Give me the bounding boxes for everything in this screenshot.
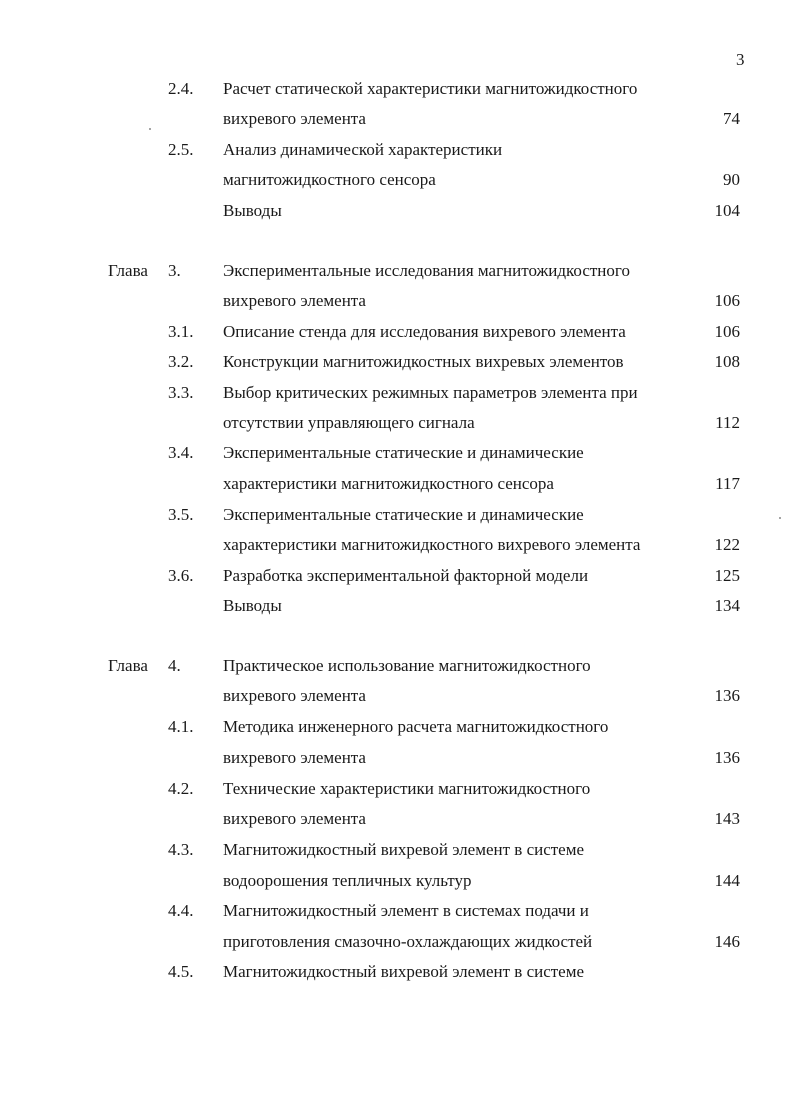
section-title: водоорошения тепличных культур bbox=[223, 871, 472, 890]
chapter-label: Глава bbox=[108, 656, 148, 675]
section-number: 3.6. bbox=[168, 566, 194, 585]
section-number: 3.2. bbox=[168, 352, 194, 371]
page-reference: 134 bbox=[714, 596, 740, 615]
section-number: 4. bbox=[168, 656, 181, 675]
page-reference: 108 bbox=[714, 352, 740, 371]
page-reference: 144 bbox=[714, 871, 740, 890]
section-title: Технические характеристики магнитожидкостного bbox=[223, 779, 591, 798]
section-number: 2.5. bbox=[168, 140, 194, 159]
page-reference: 106 bbox=[714, 322, 740, 341]
section-title: Описание стенда для исследования вихревого элемента bbox=[223, 322, 626, 341]
section-title: Расчет статической характеристики магнитожидкостного bbox=[223, 79, 638, 98]
section-title: Выводы bbox=[223, 201, 282, 220]
section-title: Анализ динамической характеристики bbox=[223, 140, 503, 159]
section-title: вихревого элемента bbox=[223, 291, 366, 310]
section-title: Методика инженерного расчета магнитожидкостного bbox=[223, 717, 609, 736]
section-title: Конструкции магнитожидкостных вихревых элементов bbox=[223, 352, 624, 371]
page-reference: 122 bbox=[714, 535, 740, 554]
section-title: магнитожидкостного сенсора bbox=[223, 170, 436, 189]
page-reference: 74 bbox=[723, 109, 740, 128]
section-number: 4.3. bbox=[168, 840, 194, 859]
page-reference: 136 bbox=[714, 686, 740, 705]
section-title: Экспериментальные статические и динамические bbox=[223, 443, 584, 462]
section-title: характеристики магнитожидкостного вихревого элемента bbox=[223, 535, 641, 554]
section-title: вихревого элемента bbox=[223, 686, 366, 705]
section-number: 3.4. bbox=[168, 443, 194, 462]
page-number: 3 bbox=[736, 50, 745, 69]
page-reference: 117 bbox=[715, 474, 740, 493]
page-reference: 146 bbox=[714, 932, 740, 951]
page-reference: 90 bbox=[723, 170, 740, 189]
section-number: 4.2. bbox=[168, 779, 194, 798]
page-reference: 143 bbox=[714, 809, 740, 828]
section-title: характеристики магнитожидкостного сенсора bbox=[223, 474, 554, 493]
section-title: Магнитожидкостный вихревой элемент в системе bbox=[223, 840, 585, 859]
page-reference: 125 bbox=[714, 566, 740, 585]
section-number: 3.1. bbox=[168, 322, 194, 341]
section-number: 3. bbox=[168, 261, 181, 280]
section-number: 4.4. bbox=[168, 901, 194, 920]
page-reference: 136 bbox=[714, 748, 740, 767]
section-number: 3.3. bbox=[168, 383, 194, 402]
section-title: Практическое использование магнитожидкостного bbox=[223, 656, 591, 675]
section-title: Экспериментальные статические и динамические bbox=[223, 505, 584, 524]
page-reference: 112 bbox=[715, 413, 740, 432]
page-reference: 106 bbox=[714, 291, 740, 310]
section-title: Выбор критических режимных параметров элемента при bbox=[223, 383, 638, 402]
section-title: Разработка экспериментальной факторной модели bbox=[223, 566, 589, 585]
section-title: Магнитожидкостный вихревой элемент в системе bbox=[223, 962, 585, 981]
scan-speck bbox=[779, 517, 781, 519]
section-number: 2.4. bbox=[168, 79, 194, 98]
chapter-label: Глава bbox=[108, 261, 148, 280]
section-number: 3.5. bbox=[168, 505, 194, 524]
section-title: вихревого элемента bbox=[223, 109, 366, 128]
section-number: 4.1. bbox=[168, 717, 194, 736]
scan-speck bbox=[149, 128, 151, 130]
section-title: Выводы bbox=[223, 596, 282, 615]
section-title: вихревого элемента bbox=[223, 748, 366, 767]
page-reference: 104 bbox=[714, 201, 740, 220]
section-title: Магнитожидкостный элемент в системах подачи и bbox=[223, 901, 589, 920]
section-title: Экспериментальные исследования магнитожидкостного bbox=[223, 261, 630, 280]
section-number: 4.5. bbox=[168, 962, 194, 981]
section-title: отсутствии управляющего сигнала bbox=[223, 413, 475, 432]
section-title: вихревого элемента bbox=[223, 809, 366, 828]
section-title: приготовления смазочно-охлаждающих жидкостей bbox=[223, 932, 593, 951]
